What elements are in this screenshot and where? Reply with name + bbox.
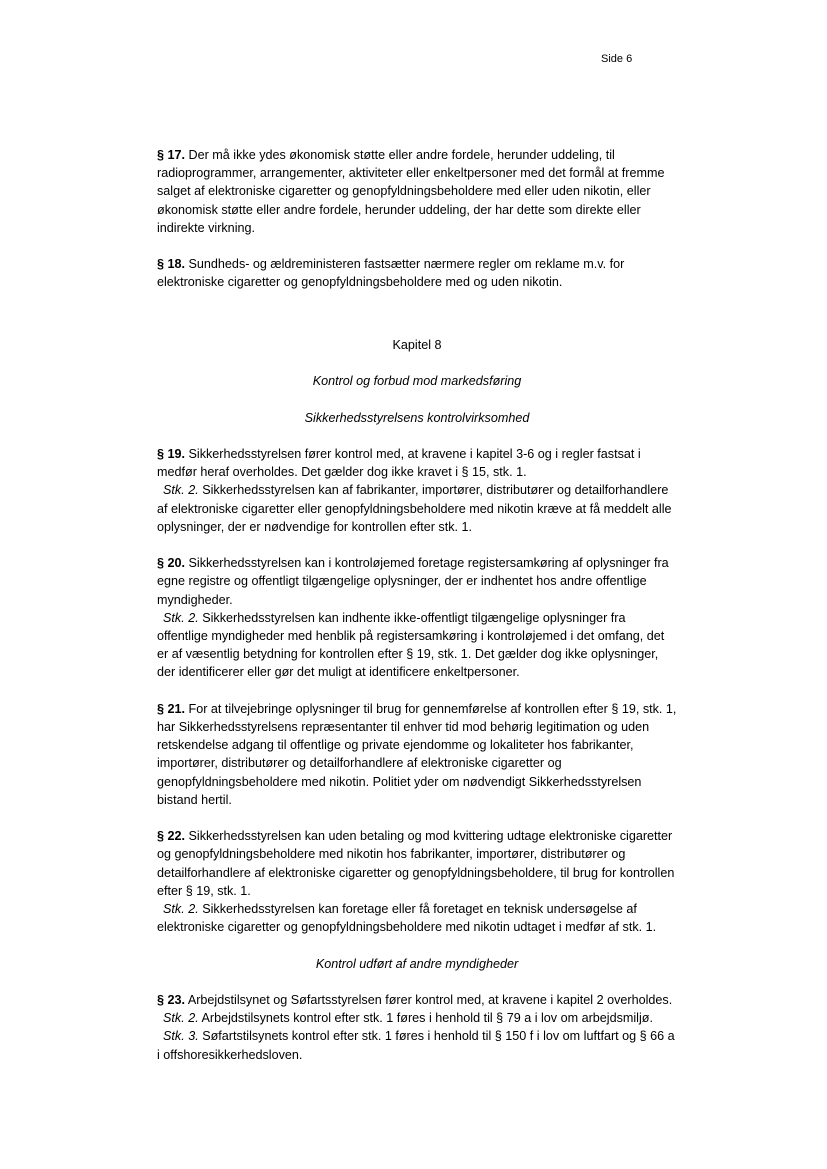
page-number: Side 6 <box>601 53 633 65</box>
section-number: § 20. <box>157 556 186 571</box>
stk-text: Arbejdstilsynets kontrol efter stk. 1 føres i henhold til § 79 a i lov om arbejdsmiljø. <box>198 1011 653 1026</box>
section-17 <box>157 146 677 237</box>
document-body <box>157 146 677 1064</box>
section-text: Sikkerhedsstyrelsen kan i kontroløjemed foretage registersamkøring af oplysninger fra egne registre og offentligt tilgængelige oplysninger, der er indhentet hos andre offentlige myndigheder. <box>157 556 669 607</box>
stk-text: Sikkerhedsstyrelsen kan indhente ikke-offentligt tilgængelige oplysninger fra offentlige myndigheder med henblik på registersamkøring i kontroløjemed i det omfang, det er af væsentlig betydning for kontrollen efter § 19, stk. 1. Det gælder dog ikke oplysninger, der identificerer eller gør det muligt at identificere enkeltpersoner. <box>157 610 665 680</box>
stk-label: Stk. 2. <box>163 1011 199 1026</box>
section-text: Sundheds- og ældreministeren fastsætter nærmere regler om reklame m.v. for elektroniske cigaretter og genopfyldningsbeholdere med og uden nikotin. <box>157 257 625 290</box>
section-text: Sikkerhedsstyrelsen kan uden betaling og mod kvittering udtage elektroniske cigaretter og genopfyldningsbeholdere med nikotin hos fabrikanter, importører, distributører og detailforhandlere af elektroniske cigaretter og genopfyldningsbeholdere, til brug for kontrollen efter § 19, stk. 1. <box>157 829 675 898</box>
chapter-subtitle-2: Kontrol udført af andre myndigheder <box>315 956 519 971</box>
chapter-subtitle: Sikkerhedsstyrelsens kontrolvirksomhed <box>304 410 530 425</box>
section-text: Sikkerhedsstyrelsen fører kontrol med, at kravene i kapitel 3-6 og i regler fastsat i medfør heraf overholdes. Det gælder dog ikke kravet i § 15, stk. 1. <box>157 446 641 480</box>
section-number: § 22. <box>157 829 186 844</box>
stk-text: Søfartstilsynets kontrol efter stk. 1 føres i henhold til § 150 f i lov om luftfart og § 66 a i offshoresikkerhedsloven. <box>157 1029 675 1062</box>
chapter-label: Kapitel 8 <box>392 337 442 352</box>
stk-label: Stk. 2. <box>163 902 199 916</box>
section-21 <box>157 700 677 809</box>
stk-label: Stk. 3. <box>163 1029 199 1044</box>
section-text: Arbejdstilsynet og Søfartsstyrelsen fører kontrol med, at kravene i kapitel 2 overholdes. <box>185 992 673 1007</box>
section-number: § 23. <box>157 992 186 1007</box>
section-22 <box>157 827 677 936</box>
stk-text: Sikkerhedsstyrelsen kan af fabrikanter, importører, distributører og detailforhandlere af elektroniske cigaretter eller genopfyldningsbeholdere med nikotin kræve at få meddelt alle oplysninger, der er nødvendige for kontrollen efter stk. 1. <box>157 483 672 534</box>
section-23 <box>157 991 677 1064</box>
section-20 <box>157 554 677 681</box>
section-19 <box>157 445 677 536</box>
section-text: For at tilvejebringe oplysninger til brug for gennemførelse af kontrollen efter § 19, stk. 1, har Sikkerhedsstyrelsens repræsentanter til enhver tid mod behørig legitimation og uden retskendelse adgang til offentlige og private ejendomme og lokaliteter hos fabrikanter, importører, distributører og detailforhandlere af elektroniske cigaretter og genopfyldningsbeholdere med nikotin. Politiet yder om nødvendigt Sikkerhedsstyrelsen bistand hertil. <box>157 701 677 807</box>
chapter-title: Kontrol og forbud mod markedsføring <box>312 374 522 389</box>
section-number: § 19. <box>157 446 186 461</box>
stk-label: Stk. 2. <box>163 610 199 625</box>
section-number: § 21. <box>157 701 186 716</box>
section-number: § 18. <box>157 257 186 272</box>
section-18 <box>157 255 677 291</box>
section-text: Der må ikke ydes økonomisk støtte eller andre fordele, herunder uddeling, til radioprogrammer, arrangementer, aktiviteter eller enkeltpersoner med det formål at fremme salget af elektroniske cigaretter og genopfyldningsbeholdere med eller uden nikotin, eller økonomisk støtte eller andre fordele, herunder uddeling, der har dette som direkte eller indirekte virkning. <box>157 148 665 235</box>
stk-text: Sikkerhedsstyrelsen kan foretage eller få foretaget en teknisk undersøgelse af elektroniske cigaretter og genopfyldningsbeholdere med nikotin udtaget i medfør af stk. 1. <box>157 902 657 935</box>
stk-label: Stk. 2. <box>163 483 199 498</box>
section-number: § 17. <box>157 148 186 162</box>
